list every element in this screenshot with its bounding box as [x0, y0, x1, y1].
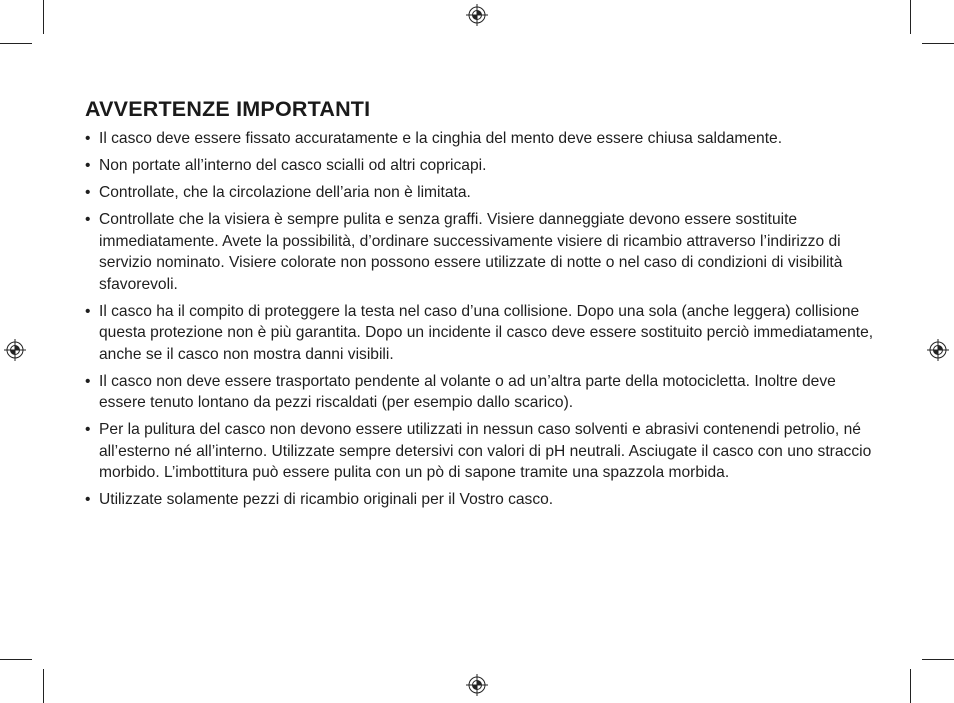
list-item-text: Il casco deve essere fissato accuratamente e la cinghia del mento deve essere chiusa saldamente.: [99, 130, 783, 147]
registration-target-icon: [927, 339, 949, 361]
bullet: •: [85, 211, 91, 228]
list-item: [85, 155, 880, 177]
bullet: •: [85, 491, 91, 508]
page-title: AVVERTENZE IMPORTANTI: [85, 97, 371, 121]
list-item-text: Per la pulitura del casco non devono essere utilizzati in nessun caso solventi e abrasivi contenendi petrolio, né all’esterno né all’interno. Utilizzate sempre detersivi con valori di pH neutrali. Asciugate il casco con uno straccio morbido. L’imbottitura può essere pulita con un pò di sapone tramite una spazzola morbida.: [99, 421, 872, 481]
crop-mark-bottom-right-vertical: [910, 669, 911, 703]
list-item: [85, 489, 880, 511]
list-item-text: Utilizzate solamente pezzi di ricambio originali per il Vostro casco.: [99, 491, 554, 508]
list-item: [85, 371, 880, 414]
bullet: •: [85, 421, 91, 438]
registration-target-icon: [466, 4, 488, 26]
registration-target-icon: [4, 339, 26, 361]
crop-mark-top-right-horizontal: [922, 43, 954, 44]
list-item: [85, 182, 880, 204]
list-item: [85, 209, 880, 295]
crop-mark-bottom-left-vertical: [43, 669, 44, 703]
list-item-text: Controllate che la visiera è sempre pulita e senza graffi. Visiere danneggiate devono essere sostituite immediatamente. Avete la possibilità, d’ordinare successivamente visiere di ricambio attraverso l’indirizzo di servizio nominato. Visiere colorate non possono essere utilizzate di notte o nel caso di condizioni di visibilità sfavorevoli.: [99, 211, 843, 293]
list-item-text: Il casco non deve essere trasportato pendente al volante o ad un’altra parte della motocicletta. Inoltre deve essere tenuto lontano da pezzi riscaldati (per esempio dallo scarico).: [99, 372, 836, 411]
list-item-text: Controllate, che la circolazione dell’aria non è limitata.: [99, 184, 471, 201]
list-item: [85, 128, 880, 150]
crop-mark-bottom-right-horizontal: [922, 659, 954, 660]
list-item: [85, 419, 880, 484]
registration-target-icon: [466, 674, 488, 696]
bullet: •: [85, 157, 91, 174]
crop-mark-top-left-vertical: [43, 0, 44, 34]
list-item-text: Non portate all’interno del casco scialli od altri copricapi.: [99, 157, 487, 174]
bullet: •: [85, 184, 91, 201]
crop-mark-bottom-left-horizontal: [0, 659, 32, 660]
list-item-text: Il casco ha il compito di proteggere la testa nel caso d’una collisione. Dopo una sola (anche leggera) collisione questa protezione non è più garantita. Dopo un incidente il casco deve essere sostituito perciò immediatamente, anche se il casco non mostra danni visibili.: [99, 302, 874, 363]
list-item: [85, 301, 880, 366]
warnings-list: [85, 128, 880, 511]
bullet: •: [85, 130, 91, 147]
warnings-section: [85, 96, 880, 516]
crop-mark-top-left-horizontal: [0, 43, 32, 44]
crop-mark-top-right-vertical: [910, 0, 911, 34]
bullet: •: [85, 372, 91, 390]
bullet: •: [85, 302, 91, 320]
